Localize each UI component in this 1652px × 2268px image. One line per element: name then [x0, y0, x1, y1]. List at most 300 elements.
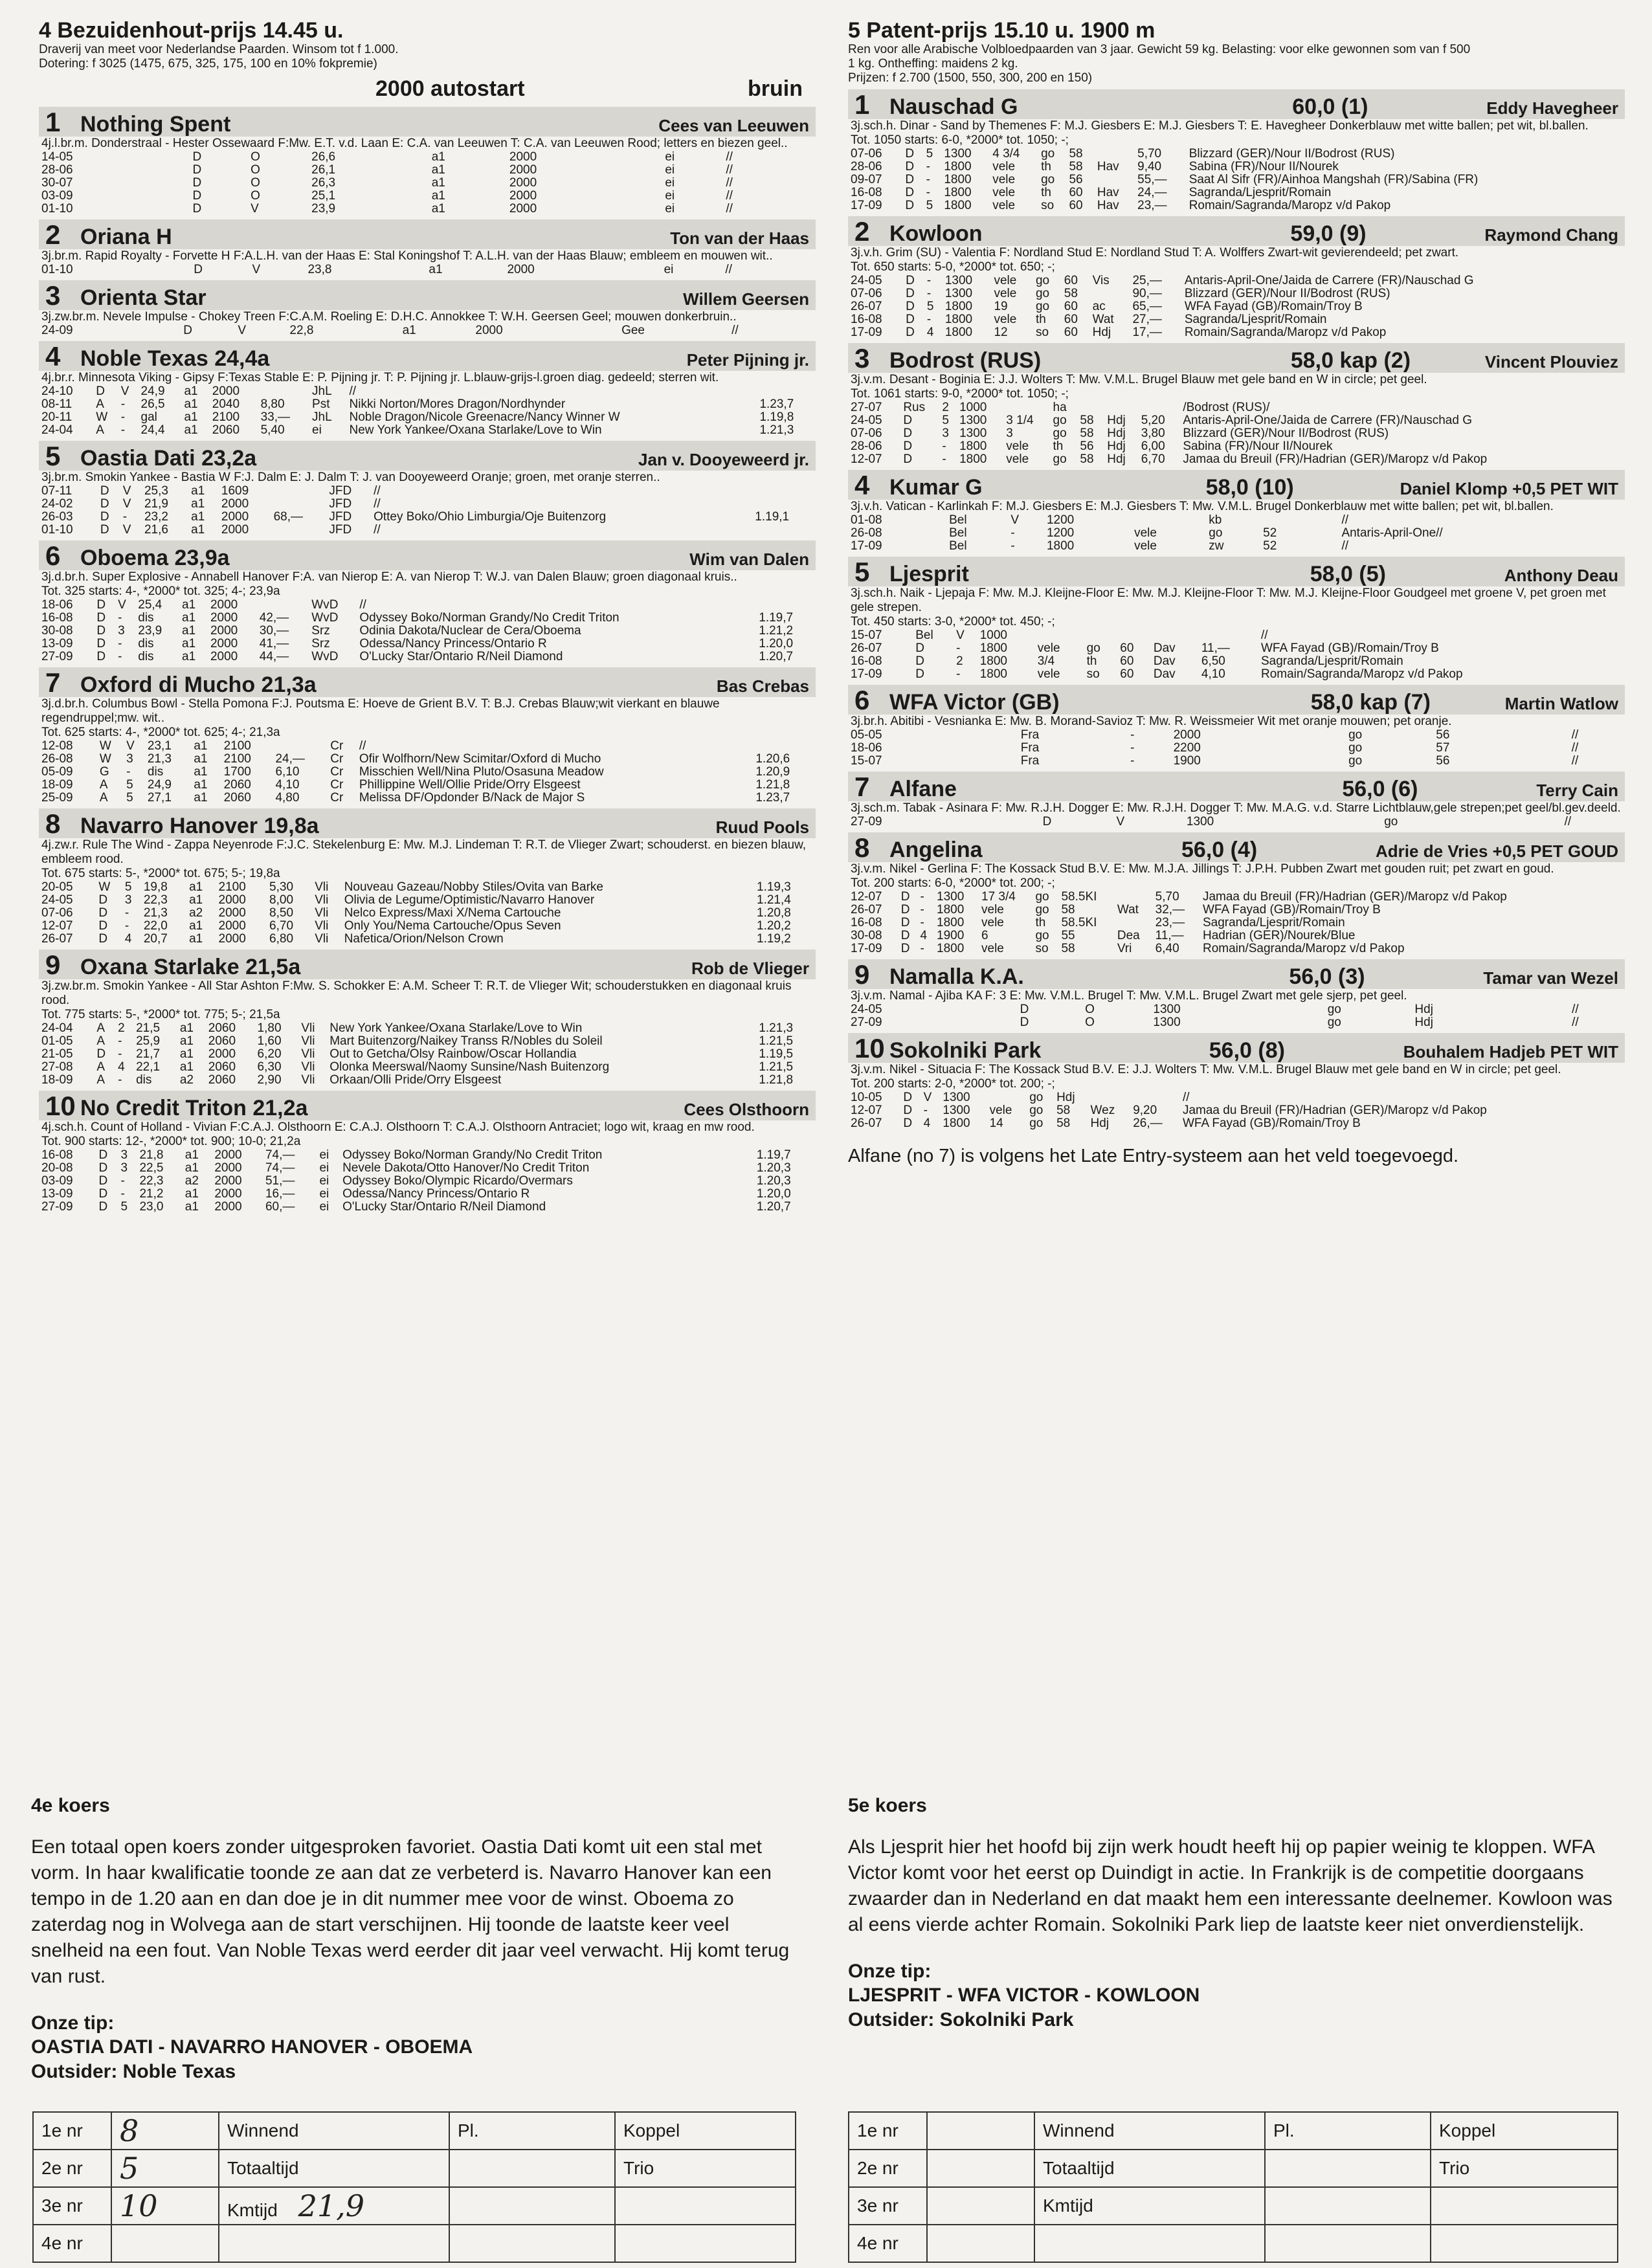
record-cell: - — [118, 1047, 122, 1061]
record-cell: Mart Buitenzorg/Naikey Transs R/Nobles du Soleil — [329, 1034, 603, 1048]
bet-empty[interactable] — [1265, 2150, 1431, 2187]
table-row — [39, 1175, 816, 1188]
bet-empty[interactable] — [449, 2225, 615, 2262]
record-cell: 27-08 — [41, 1060, 73, 1074]
horse-number: 3 — [45, 280, 61, 311]
record-cell: 1800 — [959, 452, 987, 466]
record-cell: D — [905, 147, 915, 161]
record-cell: 20-08 — [41, 1161, 73, 1175]
record-cell: 65,— — [1132, 300, 1162, 313]
horse-record-table — [848, 891, 1625, 955]
record-cell: D — [903, 427, 913, 440]
record-cell: D — [903, 414, 913, 427]
record-cell — [1301, 1003, 1325, 1016]
record-cell: JFD — [329, 523, 352, 537]
record-cell: 2060 — [223, 791, 251, 805]
bet-empty[interactable] — [219, 2225, 449, 2262]
record-cell: 17-09 — [851, 199, 882, 212]
record-cell: 27-09 — [851, 815, 882, 828]
table-row — [39, 177, 816, 190]
table-row — [39, 385, 816, 398]
horse-header — [848, 832, 1625, 862]
record-cell: - — [926, 274, 932, 287]
record-cell: 33,— — [260, 410, 290, 424]
record-cell: D — [96, 598, 106, 612]
record-cell — [1095, 148, 1135, 161]
horse-entry — [39, 667, 816, 805]
horse-totals: Tot. 325 starts: 4-, *2000* tot. 325; 4-; 23,9a — [41, 584, 280, 598]
record-cell: 4 — [118, 1060, 125, 1074]
record-cell: JFD — [329, 484, 352, 498]
record-cell: 5 — [126, 791, 133, 805]
horse-name: Ljesprit — [889, 562, 969, 586]
table-row — [848, 1003, 1625, 1016]
record-cell: 5 — [124, 880, 132, 894]
table-row — [848, 1091, 1625, 1104]
record-cell: 5 — [926, 199, 933, 212]
record-cell: 2000 — [214, 1161, 242, 1175]
record-cell — [773, 177, 794, 190]
record-cell: 01-10 — [41, 523, 73, 537]
record-cell: go — [1029, 1117, 1044, 1130]
record-cell: W — [96, 410, 108, 424]
record-cell: Nikki Norton/Mores Dragon/Nordhynder — [349, 397, 566, 411]
horse-driver: Jan v. Dooyeweerd jr. — [638, 450, 809, 469]
record-cell: gal — [140, 410, 157, 424]
horse-description: 3j.v.m. Namal - Ajiba KA F: 3 E: Mw. V.M.L. Brugel T: Mw. V.M.L. Brugel Zwart met gele sjerp, pet geel. — [851, 989, 1407, 1003]
bet-empty[interactable] — [449, 2150, 615, 2187]
bet-number-1[interactable] — [927, 2112, 1034, 2150]
horse-driver: Peter Pijning jr. — [686, 350, 809, 370]
record-cell: 1800 — [979, 667, 1007, 681]
record-cell: ei — [312, 423, 322, 437]
record-cell: 20,7 — [143, 932, 168, 946]
record-cell: a1 — [179, 1034, 194, 1048]
record-cell: 52 — [1263, 539, 1277, 553]
record-cell: 24-05 — [851, 274, 882, 287]
record-cell: 1800 — [944, 199, 972, 212]
race-distance: 2000 autostart — [375, 76, 525, 101]
record-cell — [1311, 527, 1324, 540]
record-cell: 1.23,7 — [759, 397, 794, 411]
record-cell: dis — [138, 611, 154, 625]
table-row — [39, 638, 816, 650]
bet-label-1: 1e nr — [849, 2112, 927, 2150]
record-cell: 1800 — [944, 313, 973, 326]
bet-number-4[interactable] — [111, 2225, 219, 2262]
table-row — [39, 485, 816, 498]
horse-number: 5 — [854, 557, 870, 587]
record-cell: Bel — [915, 628, 933, 642]
record-cell: 1,60 — [257, 1034, 282, 1048]
bet-number-3[interactable] — [111, 2187, 219, 2225]
record-cell: Dav — [1153, 641, 1176, 655]
record-cell: // — [1572, 1003, 1579, 1016]
record-cell: 5,30 — [269, 880, 294, 894]
record-cell: 5 — [942, 414, 949, 427]
record-cell: 19,8 — [143, 880, 168, 894]
record-cell: D — [192, 163, 202, 177]
record-cell: - — [1130, 741, 1135, 755]
table-row — [39, 612, 816, 625]
record-cell: // — [731, 324, 739, 337]
record-cell: - — [124, 919, 129, 933]
record-cell: 1800 — [937, 903, 965, 917]
horse-header — [39, 808, 816, 838]
record-cell: vele — [1006, 452, 1029, 466]
record-cell: V — [252, 263, 261, 276]
record-cell: 1.21,4 — [757, 893, 791, 907]
bet-form-right — [848, 2111, 1618, 2263]
record-cell: 30-07 — [41, 176, 73, 190]
horse-driver: Willem Geersen — [683, 289, 809, 309]
record-cell: - — [923, 1104, 928, 1117]
record-cell: - — [1130, 754, 1135, 768]
record-cell: 2000 — [475, 324, 503, 337]
horse-weight: 59,0 (9) — [1290, 221, 1367, 246]
bet-number-1[interactable] — [111, 2112, 219, 2150]
record-cell: a1 — [184, 410, 198, 424]
record-cell: Jamaa du Breuil (FR)/Hadrian (GER)/Maropz v/d Pakop — [1202, 890, 1507, 904]
horse-totals: Tot. 200 starts: 2-0, *2000* tot. 200; -; — [851, 1077, 1055, 1091]
record-cell: 26-07 — [851, 1117, 882, 1130]
table-row — [39, 625, 816, 638]
record-cell: - — [118, 1073, 122, 1087]
record-cell: 8,50 — [269, 906, 294, 920]
horse-driver: Wim van Dalen — [689, 550, 809, 569]
horse-weight: 56,0 (4) — [1181, 838, 1258, 862]
record-cell: D — [915, 641, 924, 655]
record-cell — [752, 485, 816, 498]
record-cell: D — [906, 300, 915, 313]
record-cell: - — [1010, 526, 1015, 540]
record-cell: 07-06 — [851, 427, 882, 440]
horse-weight: 60,0 (1) — [1292, 94, 1368, 119]
record-cell: 27,— — [1132, 313, 1162, 326]
horse-number: 1 — [45, 107, 61, 137]
bet-empty[interactable] — [1034, 2225, 1265, 2262]
record-cell: 2000 — [218, 906, 246, 920]
record-cell: 1.20,8 — [757, 906, 791, 920]
race-line: 1 kg. Ontheffing: maidens 2 kg. — [848, 57, 1018, 71]
horse-totals: Tot. 675 starts: 5-, *2000* tot. 675; 5-; 19,8a — [41, 867, 280, 880]
horse-record-table — [39, 1149, 816, 1214]
table-row — [39, 599, 816, 612]
bet-kmtijd[interactable]: Kmtijd — [1034, 2187, 1265, 2225]
record-cell — [757, 385, 816, 398]
record-cell — [773, 203, 794, 216]
record-cell: go — [1041, 173, 1055, 186]
record-cell: 1.21,8 — [759, 1073, 794, 1087]
bet-empty[interactable] — [1265, 2187, 1431, 2225]
record-cell: Sagranda/Ljesprit/Romain — [1260, 654, 1403, 668]
record-cell: 5,20 — [1141, 414, 1165, 427]
bet-totaaltijd[interactable]: Totaaltijd — [219, 2150, 449, 2187]
record-cell: 17 3/4 — [981, 890, 1016, 904]
bet-empty[interactable] — [615, 2187, 796, 2225]
record-cell: 24-05 — [851, 414, 882, 427]
record-cell: Phillippine Well/Ollie Pride/Orry Elsgeest — [359, 778, 581, 792]
horse-totals: Tot. 900 starts: 12-, *2000* tot. 900; 10-0; 21,2a — [41, 1135, 301, 1148]
record-cell: 2200 — [1173, 741, 1201, 755]
record-cell: 6,40 — [1155, 942, 1179, 955]
record-cell: a1 — [184, 1200, 199, 1214]
bet-empty[interactable] — [1431, 2225, 1618, 2262]
record-cell: D — [900, 929, 910, 942]
table-row — [848, 427, 1625, 440]
bet-totaaltijd[interactable]: Totaaltijd — [1034, 2150, 1265, 2187]
record-cell: G — [99, 765, 109, 779]
record-cell: 26,1 — [311, 163, 336, 177]
record-cell: 2,90 — [257, 1073, 282, 1087]
record-cell: 2000 — [210, 637, 238, 650]
horse-totals: Tot. 625 starts: 4-, *2000* tot. 625; 4-; 21,3a — [41, 726, 280, 739]
record-cell: 22,3 — [139, 1174, 164, 1188]
record-cell: 41,— — [259, 637, 289, 650]
record-cell: Only You/Nema Cartouche/Opus Seven — [344, 919, 561, 933]
record-cell — [776, 324, 796, 337]
bet-winnend[interactable]: Winnend — [219, 2112, 449, 2150]
record-cell: th — [1035, 916, 1046, 929]
horse-driver: Ruud Pools — [715, 817, 809, 837]
bet-empty[interactable] — [449, 2187, 615, 2225]
bet-empty[interactable] — [1431, 2187, 1618, 2225]
horse-entry — [39, 280, 816, 337]
record-cell: - — [926, 160, 930, 173]
record-cell: go — [1086, 641, 1100, 655]
record-cell — [599, 324, 619, 337]
table-row — [848, 816, 1625, 828]
record-cell: D — [905, 160, 915, 173]
table-row — [848, 655, 1625, 668]
record-cell: a2 — [179, 1073, 194, 1087]
record-cell: D — [98, 932, 108, 946]
record-cell: go — [1035, 890, 1049, 904]
record-cell: 24-10 — [41, 384, 73, 398]
record-cell: 1300 — [943, 1091, 970, 1104]
table-row — [39, 203, 816, 216]
record-cell: ei — [319, 1200, 329, 1214]
record-cell: 2100 — [212, 410, 240, 424]
record-cell: 58 — [1080, 414, 1094, 427]
record-cell: 16,— — [265, 1187, 295, 1201]
record-cell: WvD — [311, 611, 339, 625]
record-cell: 1.19,7 — [759, 611, 794, 625]
record-cell: 05-05 — [851, 728, 882, 742]
horse-entry — [848, 685, 1625, 768]
table-row — [39, 1035, 816, 1048]
record-cell — [1545, 755, 1569, 768]
horse-number: 7 — [854, 772, 870, 802]
record-cell: a1 — [182, 637, 196, 650]
record-cell: Jamaa du Breuil (FR)/Hadrian (GER)/Maropz v/d Pakop — [1183, 452, 1488, 466]
record-cell — [641, 151, 662, 164]
bet-koppel[interactable]: Koppel — [615, 2112, 796, 2150]
bet-empty[interactable] — [1265, 2225, 1431, 2262]
bet-form-left — [32, 2111, 796, 2263]
record-cell: 26,— — [1133, 1117, 1163, 1130]
record-cell: 55,— — [1137, 173, 1167, 186]
record-cell — [1115, 891, 1153, 904]
table-row — [848, 274, 1625, 287]
record-cell: 17,— — [1132, 326, 1162, 339]
record-cell: 1300 — [1153, 1016, 1181, 1029]
record-cell: - — [942, 439, 946, 453]
horse-record-table — [39, 263, 816, 276]
record-cell: - — [1010, 539, 1015, 553]
horse-name: Oxana Starlake 21,5a — [80, 955, 301, 979]
bet-koppel[interactable]: Koppel — [1431, 2112, 1618, 2150]
race-line: Prijzen: f 2.700 (1500, 550, 300, 200 en 150) — [848, 71, 1093, 85]
record-cell: 11,— — [1201, 641, 1230, 655]
horse-number: 8 — [854, 832, 870, 863]
record-cell: a1 — [189, 880, 203, 894]
horse-description: 3j.sch.h. Naik - Ljepaja F: Mw. M.J. Kleijne-Floor E: Mw. M.J. Kleijne-Floor T: Mw. M.J. Kleijne-Floor Goudgeel met groene V, pet groen met gele strepen. — [851, 586, 1606, 614]
record-cell: Hdj — [1107, 427, 1126, 440]
table-row — [848, 668, 1625, 681]
horse-header — [848, 216, 1625, 246]
tip-horses: OASTIA DATI - NAVARRO HANOVER - OBOEMA — [31, 2036, 473, 2058]
record-cell: W — [98, 880, 111, 894]
horse-record-table — [848, 816, 1625, 828]
record-cell: D — [1020, 1003, 1029, 1016]
record-cell: V — [251, 202, 259, 216]
record-cell — [794, 263, 816, 276]
record-cell: WvD — [311, 650, 339, 663]
bet-number-2[interactable] — [927, 2150, 1034, 2187]
record-cell: A — [96, 1073, 105, 1087]
record-cell: 19 — [994, 300, 1008, 313]
bet-number-3[interactable] — [927, 2187, 1034, 2225]
record-cell: 16-08 — [851, 313, 882, 326]
record-cell: vele — [992, 186, 1016, 199]
record-cell: // — [374, 497, 381, 511]
record-cell: A — [96, 1060, 105, 1074]
record-cell: 3 — [118, 624, 125, 638]
record-cell: D — [100, 484, 109, 498]
record-cell: 60 — [1064, 274, 1078, 287]
record-cell: 30-08 — [41, 624, 73, 638]
horse-description: 3j.v.h. Vatican - Karlinkah F: M.J. Giesbers E: M.J. Giesbers T: Mw. V.M.L. Brugel Donkerblauw met witte ballen; pet wit, bl.ballen. — [851, 500, 1554, 513]
horse-entry — [39, 341, 816, 437]
record-cell — [1322, 742, 1346, 755]
bet-trio[interactable]: Trio — [615, 2150, 796, 2187]
record-cell: a1 — [431, 189, 445, 203]
record-cell: 5,40 — [260, 423, 285, 437]
table-row — [848, 514, 1625, 527]
record-cell — [1117, 629, 1151, 642]
record-cell: 1300 — [1153, 1003, 1181, 1016]
record-cell: 24-02 — [41, 497, 73, 511]
record-cell: 4 — [923, 1117, 931, 1130]
table-row — [848, 1016, 1625, 1029]
record-cell: Bel — [949, 539, 967, 553]
horse-header — [848, 685, 1625, 715]
record-cell: Blizzard (GER)/Nour II/Bodrost (RUS) — [1184, 287, 1390, 300]
record-cell: 6,50 — [1201, 654, 1225, 668]
record-cell: 2000 — [218, 932, 246, 946]
horse-description: 3j.br.m. Rapid Royalty - Forvette H F:A.L.H. van der Haas E: Stal Koningshof T: A.L.H. van der Haas Blauw; embleem en mouwen wit.. — [41, 249, 773, 263]
record-cell: 1000 — [959, 401, 987, 414]
record-cell — [1132, 514, 1206, 527]
table-row — [848, 326, 1625, 339]
record-cell: go — [1029, 1091, 1044, 1104]
horse-record-table — [39, 1022, 816, 1087]
record-cell: Hadrian (GER)/Nourek/Blue — [1202, 929, 1356, 942]
table-row — [848, 540, 1625, 553]
bet-number-2[interactable] — [111, 2150, 219, 2187]
bet-kmtijd[interactable] — [219, 2187, 449, 2225]
bet-trio[interactable]: Trio — [1431, 2150, 1618, 2187]
record-cell — [794, 203, 816, 216]
record-cell: 17-09 — [851, 942, 882, 955]
record-cell — [773, 164, 794, 177]
record-cell: vele — [994, 287, 1017, 300]
handwritten-number: 8 — [120, 2113, 139, 2148]
record-cell: 1800 — [944, 186, 972, 199]
bet-empty[interactable] — [615, 2225, 796, 2262]
record-cell: Odyssey Boko/Norman Grandy/No Credit Triton — [359, 611, 620, 625]
record-cell: 3 — [126, 752, 133, 766]
record-cell: 9,20 — [1133, 1104, 1157, 1117]
record-cell: JhL — [312, 384, 332, 398]
record-cell: Hdj — [1092, 326, 1111, 339]
record-cell: 21,5 — [136, 1021, 161, 1035]
bet-number-4[interactable] — [927, 2225, 1034, 2262]
record-cell: 2000 — [509, 163, 537, 177]
horse-driver: Bouhalem Hadjeb PET WIT — [1403, 1042, 1618, 1062]
record-cell: 3 — [942, 427, 949, 440]
bet-winnend[interactable]: Winnend — [1034, 2112, 1265, 2150]
record-cell: ei — [319, 1148, 329, 1162]
record-cell: 26,3 — [311, 176, 336, 190]
record-cell: 58 — [1061, 903, 1075, 917]
record-cell — [1545, 1016, 1569, 1029]
record-cell: 17-09 — [851, 326, 882, 339]
record-cell: 24,4 — [140, 423, 165, 437]
record-cell: 1800 — [979, 654, 1007, 668]
horse-record-table — [848, 1091, 1625, 1130]
record-cell: Out to Getcha/Olsy Rainbow/Oscar Hollandia — [329, 1047, 577, 1061]
record-cell: vele — [981, 942, 1004, 955]
record-cell: go — [1035, 300, 1050, 313]
record-cell: 1800 — [944, 326, 973, 339]
horse-number: 8 — [45, 808, 61, 839]
record-cell: 13-09 — [41, 637, 73, 650]
record-cell: - — [926, 313, 932, 326]
record-cell: 12 — [994, 326, 1008, 339]
record-cell: 12-07 — [851, 452, 882, 466]
record-cell — [271, 498, 327, 511]
record-cell: 6,30 — [257, 1060, 282, 1074]
record-cell: O — [251, 176, 260, 190]
bet-place[interactable]: Pl. — [449, 2112, 615, 2150]
record-cell — [752, 498, 816, 511]
handwritten-kmtijd: 21,9 — [298, 2188, 364, 2223]
table-row — [848, 199, 1625, 212]
bet-place[interactable]: Pl. — [1265, 2112, 1431, 2150]
record-cell: vele — [1037, 641, 1060, 655]
record-cell: a1 — [179, 1060, 194, 1074]
record-cell: 5 — [926, 300, 934, 313]
record-cell: // — [1182, 1091, 1190, 1104]
record-cell: 15-07 — [851, 628, 882, 642]
record-cell: 2000 — [214, 1200, 242, 1214]
horse-name: Nauschad G — [889, 94, 1018, 119]
record-cell: vele — [994, 313, 1017, 326]
record-cell: 1.20,0 — [756, 1187, 791, 1201]
record-cell: 24,— — [1137, 186, 1167, 199]
